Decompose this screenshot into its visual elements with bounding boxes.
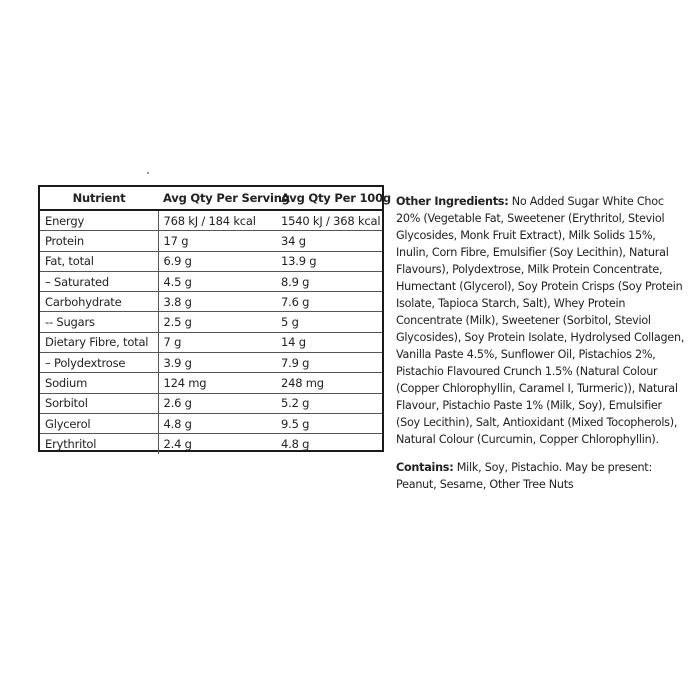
- per-serving-value: 7 g: [158, 332, 276, 352]
- nutrient-name: Dietary Fibre, total: [40, 332, 158, 352]
- nutrient-name: Sodium: [40, 373, 158, 393]
- nutrient-name: -- Sugars: [40, 312, 158, 332]
- table-row: [40, 231, 382, 251]
- nutrient-name: Glycerol: [40, 413, 158, 433]
- table-row: [40, 292, 382, 312]
- other-ingredients-text: No Added Sugar White Choc 20% (Vegetable Fat, Sweetener (Erythritol, Steviol Glycosides, Monk Fruit Extract), Milk Solids 15%, Inulin, Corn Fibre, Emulsifier (Soy Lecithin), Natural Flavours), Polydextrose, Milk Protein Concentrate, Humectant (Glycerol), Soy Protein Crisps (Soy Protein Isolate, Tapioca Starch, Salt), Whey Protein Concentrate (Milk), Sweetener (Sorbitol, Steviol Glycosides), Soy Protein Isolate, Hydrolysed Collagen, Vanilla Paste 4.5%, Sunflower Oil, Pistachios 2%, Pistachio Flavoured Crunch 1.5% (Natural Colour (Copper Chlorophyllin, Caramel I, Turmeric)), Natural Flavour, Pistachio Paste 1% (Milk, Soy), Emulsifier (Soy Lecithin), Salt, Antioxidant (Mixed Tocopherols), Natural Colour (Curcumin, Copper Chlorophyllin).: [396, 195, 685, 446]
- table-row: [40, 332, 382, 352]
- table-row: [40, 210, 382, 231]
- per-100g-value: 1540 kJ / 368 kcal: [276, 210, 382, 231]
- nutrient-name: – Saturated: [40, 271, 158, 291]
- nutrient-name: Energy: [40, 210, 158, 231]
- per-serving-value: 6.9 g: [158, 251, 276, 271]
- table-row: [40, 413, 382, 433]
- stray-dot: [147, 172, 149, 174]
- table-row: [40, 271, 382, 291]
- nutrient-name: – Polydextrose: [40, 353, 158, 373]
- per-serving-value: 2.4 g: [163, 436, 192, 451]
- nutrition-table: [40, 187, 391, 454]
- per-100g-value: 7.9 g: [276, 353, 382, 373]
- per-100g-value: 13.9 g: [276, 251, 382, 271]
- per-100g-value: 5.2 g: [276, 393, 382, 413]
- other-ingredients-paragraph: [396, 193, 688, 448]
- contains-label: Contains:: [396, 461, 454, 474]
- header-nutrient: Nutrient: [40, 187, 158, 210]
- per-100g-value: 14 g: [276, 332, 382, 352]
- header-per-100g: Avg Qty Per 100g: [276, 187, 382, 210]
- per-serving-value: 3.8 g: [158, 292, 276, 312]
- per-serving-value: 768 kJ / 184 kcal: [158, 210, 276, 231]
- nutrition-information-panel: [38, 185, 391, 452]
- per-100g-value: 7.6 g: [276, 292, 382, 312]
- per-serving-value: 2.6 g: [158, 393, 276, 413]
- header-per-serving: Avg Qty Per Serving: [158, 187, 276, 210]
- per-100g-value: 8.9 g: [276, 271, 382, 291]
- per-100g-value: 34 g: [276, 231, 382, 251]
- table-header-row: [40, 187, 382, 210]
- table-row: [40, 353, 382, 373]
- table-row: [40, 312, 382, 332]
- nutrient-name: Fat, total: [40, 251, 158, 271]
- contains-text: Milk, Soy, Pistachio. May be present: Peanut, Sesame, Other Tree Nuts: [396, 461, 652, 491]
- per-100g-value: 248 mg: [276, 373, 382, 393]
- per-serving-value: 4.5 g: [158, 271, 276, 291]
- table-row: [40, 434, 382, 454]
- per-serving-value: 3.9 g: [158, 353, 276, 373]
- nutrient-name: Carbohydrate: [40, 292, 158, 312]
- nutrient-name: Sorbitol: [40, 393, 158, 413]
- contains-paragraph: [396, 459, 688, 493]
- other-ingredients-label: Other Ingredients:: [396, 195, 509, 208]
- ingredients-block: [396, 193, 688, 493]
- per-100g-value: 4.8 g: [281, 436, 310, 451]
- per-serving-value: 2.5 g: [158, 312, 276, 332]
- table-row: [40, 393, 382, 413]
- per-100g-value: 5 g: [276, 312, 382, 332]
- nutrient-name: Erythritol: [40, 434, 158, 454]
- nutrient-name: Protein: [40, 231, 158, 251]
- per-serving-value: 17 g: [158, 231, 276, 251]
- table-row: [40, 251, 382, 271]
- table-row: [40, 373, 382, 393]
- per-serving-value: 4.8 g: [158, 413, 276, 433]
- per-100g-value: 9.5 g: [276, 413, 382, 433]
- per-serving-value: 124 mg: [158, 373, 276, 393]
